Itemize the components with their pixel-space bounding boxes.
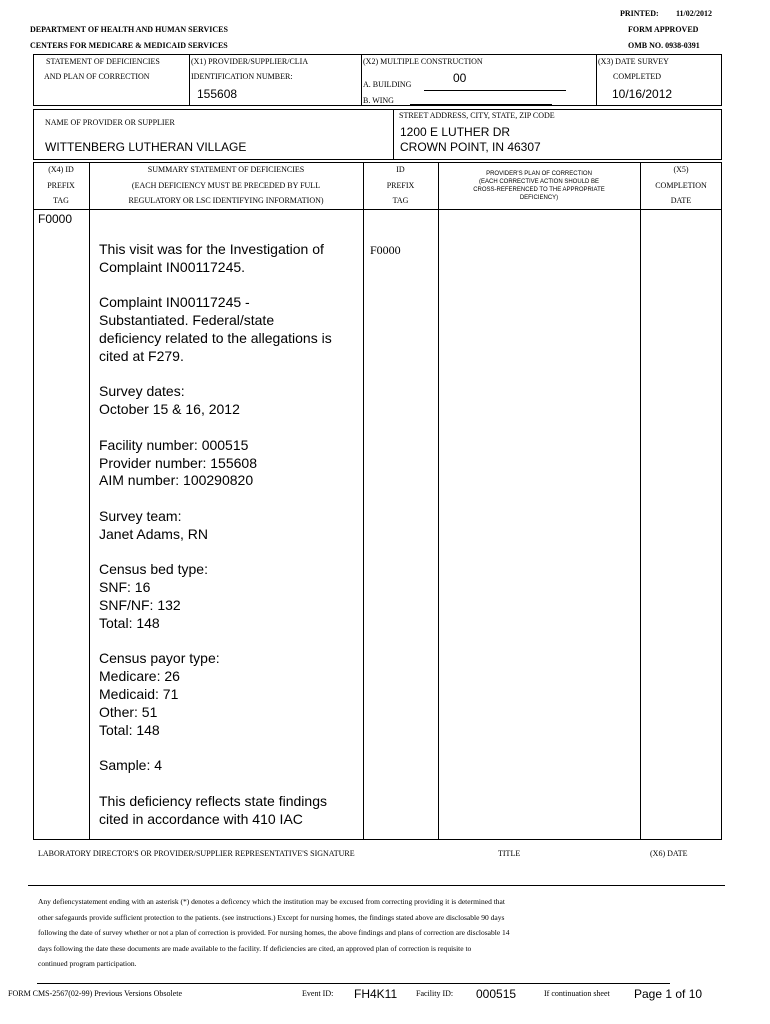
form-number: FORM CMS-2567(02-99) Previous Versions Obsolete (8, 989, 183, 998)
x3-label: (X3) DATE SURVEY (598, 57, 669, 66)
address-line-1: 1200 E LUTHER DR (400, 125, 511, 139)
summary-line: SNF: 16 (99, 579, 151, 596)
summary-line: deficiency related to the allegations is (99, 329, 332, 346)
x5-label-1: (X5) (673, 165, 689, 174)
multiple-construction-value: 00 (453, 71, 467, 85)
disclaimer-line: other safegaurds provide sufficient protection to the patients. (see instructions.) Except for nursing homes, the findings stated above are disclosable 90 days (38, 912, 505, 922)
plan-label-1: PROVIDER'S PLAN OF CORRECTION (486, 171, 592, 177)
id-label-1: ID (396, 165, 405, 174)
summary-line: This visit was for the Investigation of (99, 241, 324, 257)
statement-label-1: STATEMENT OF DEFICIENCIES (46, 57, 160, 66)
x4-label-3: TAG (53, 196, 69, 205)
deficiency-summary-text (99, 241, 361, 828)
disclaimer-line: Any defiencystatement ending with an asterisk (*) denotes a deficency which the institution may be excused from correcting providing it is determined that (38, 897, 505, 906)
signature-label: LABORATORY DIRECTOR'S OR PROVIDER/SUPPLIER REPRESENTATIVE'S SIGNATURE (38, 849, 355, 858)
disclaimer-line: continued program participation. (38, 959, 137, 968)
summary-line: Provider number: 155608 (99, 454, 257, 471)
summary-line: Census payor type: (99, 650, 220, 667)
summary-line: Survey dates: (99, 383, 185, 400)
summary-line (99, 419, 361, 437)
summary-line: This deficiency reflects state findings (99, 792, 327, 809)
disclaimer-line: days following the date these documents are made available to the facility. If deficiencies are cited, an approved plan of correction is requisite to (38, 943, 472, 953)
summary-line: Total: 148 (99, 721, 160, 738)
summary-line (99, 366, 361, 384)
page-number: Page 1 of 10 (634, 987, 703, 1001)
summary-line: Census bed type: (99, 561, 208, 578)
statement-label-2: AND PLAN OF CORRECTION (44, 72, 150, 81)
centers-title: CENTERS FOR MEDICARE & MEDICAID SERVICES (30, 41, 228, 50)
continuation-label: If continuation sheet (544, 989, 610, 998)
printed-date: 11/02/2012 (676, 9, 713, 18)
x1-label-2: IDENTIFICATION NUMBER: (191, 72, 293, 81)
disclaimer-line: following the date of survey whether or not a plan of correction is provided. For nursing homes, the above findings and plans of correction are disclosable 14 (38, 928, 510, 937)
summary-label-3: REGULATORY OR LSC IDENTIFYING INFORMATION) (128, 196, 324, 205)
date-label: (X6) DATE (650, 849, 688, 858)
x4-label-1: (X4) ID (48, 165, 74, 174)
x2-label: (X2) MULTIPLE CONSTRUCTION (363, 57, 483, 66)
summary-line: Medicaid: 71 (99, 685, 179, 702)
summary-line: Other: 51 (99, 703, 158, 720)
id-label-2: PREFIX (386, 181, 415, 190)
summary-label-1: SUMMARY STATEMENT OF DEFICIENCIES (147, 165, 305, 174)
facility-id-value: 000515 (476, 987, 517, 1001)
summary-line (99, 739, 361, 757)
x1-label: (X1) PROVIDER/SUPPLIER/CLIA (191, 57, 309, 66)
plan-label-3: CROSS-REFERENCED TO THE APPROPRIATE (473, 187, 605, 193)
provider-id-value: 155608 (197, 87, 238, 101)
summary-line: Medicare: 26 (99, 668, 180, 685)
summary-line: Total: 148 (99, 614, 160, 631)
survey-completed-date: 10/16/2012 (612, 87, 673, 101)
summary-line (99, 633, 361, 651)
disclaimer-text (38, 894, 718, 972)
event-id-label: Event ID: (302, 989, 334, 998)
summary-line (99, 775, 361, 793)
omb-number: OMB NO. 0938-0391 (628, 41, 700, 50)
x4-label-2: PREFIX (47, 181, 75, 190)
form-approved: FORM APPROVED (628, 25, 699, 34)
summary-line: Complaint IN00117245. (99, 258, 246, 275)
plan-label-2: (EACH CORRECTIVE ACTION SHOULD BE (478, 179, 600, 185)
id-prefix-tag: F0000 (370, 243, 401, 257)
summary-line (99, 277, 361, 295)
summary-line: Substantiated. Federal/state (99, 312, 275, 329)
department-title: DEPARTMENT OF HEALTH AND HUMAN SERVICES (30, 25, 228, 34)
building-label: A. BUILDING (363, 80, 412, 89)
title-label: TITLE (498, 849, 521, 858)
summary-line (99, 490, 361, 508)
provider-name-label: NAME OF PROVIDER OR SUPPLIER (45, 118, 175, 127)
x5-label-3: DATE (670, 196, 692, 205)
summary-line: October 15 & 16, 2012 (99, 401, 240, 418)
summary-line: AIM number: 100290820 (99, 472, 254, 489)
summary-line: Survey team: (99, 507, 182, 524)
id-label-3: TAG (392, 196, 409, 205)
provider-name-value: WITTENBERG LUTHERAN VILLAGE (45, 140, 247, 154)
summary-line: Complaint IN00117245 - (99, 294, 250, 311)
wing-label: B. WING (363, 96, 394, 105)
summary-line: Sample: 4 (99, 757, 163, 774)
address-line-2: CROWN POINT, IN 46307 (400, 140, 541, 154)
prefix-tag: F0000 (38, 212, 73, 226)
summary-line: cited at F279. (99, 347, 184, 364)
x5-label-2: COMPLETION (655, 181, 707, 190)
printed-label: PRINTED: (620, 9, 659, 18)
event-id-value: FH4K11 (354, 987, 398, 1001)
summary-line: SNF/NF: 132 (99, 596, 181, 613)
summary-line: Facility number: 000515 (99, 436, 249, 453)
facility-id-label: Facility ID: (416, 989, 454, 998)
plan-label-4: DEFICIENCY) (519, 195, 559, 201)
summary-line (99, 544, 361, 562)
x3-label-2: COMPLETED (613, 72, 661, 81)
summary-line: cited in accordance with 410 IAC (99, 810, 303, 827)
summary-line: Janet Adams, RN (99, 525, 208, 542)
address-label: STREET ADDRESS, CITY, STATE, ZIP CODE (399, 111, 555, 120)
summary-label-2: (EACH DEFICIENCY MUST BE PRECEDED BY FULL (131, 181, 321, 190)
